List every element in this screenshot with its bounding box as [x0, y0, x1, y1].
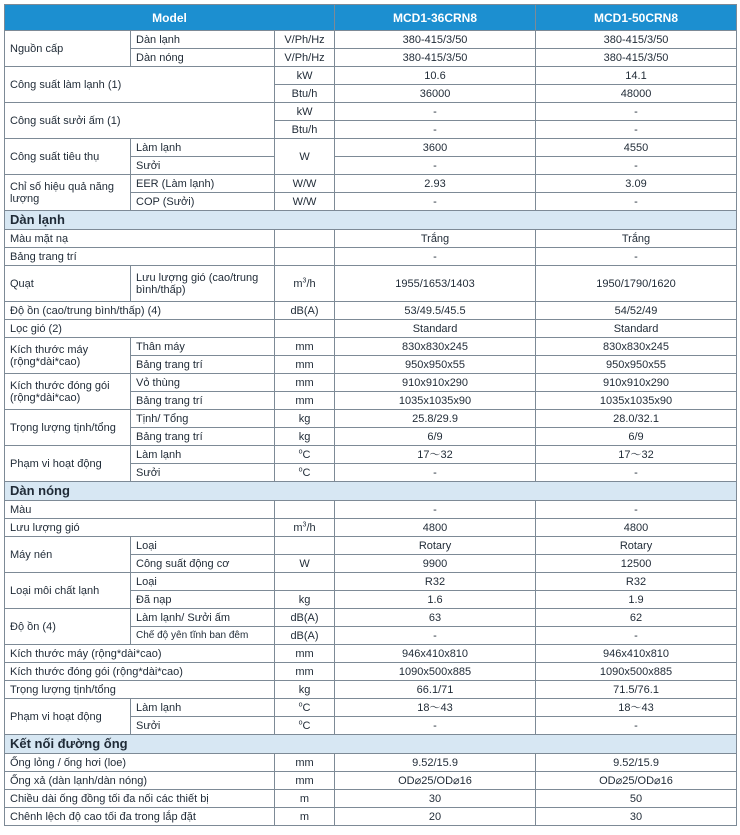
value-model-2: Rotary [536, 537, 737, 555]
row-sub: Sưởi [131, 717, 275, 735]
value-model-1: - [335, 121, 536, 139]
value-model-1: 10.6 [335, 67, 536, 85]
value-model-1: - [335, 248, 536, 266]
row-unit: Btu/h [275, 85, 335, 103]
unit-tail: C [302, 448, 311, 461]
row-label: Phạm vi hoạt động [5, 699, 131, 735]
row-unit [275, 464, 335, 482]
value-model-1: 30 [335, 790, 536, 808]
value-model-2: 1090x500x885 [536, 663, 737, 681]
row-sub: Tịnh/ Tổng [131, 410, 275, 428]
table-row [5, 808, 737, 826]
row-label: Nguồn cấp [5, 31, 131, 67]
row-unit [275, 699, 335, 717]
value-model-1: 380-415/3/50 [335, 49, 536, 67]
value-model-2: OD⌀25/OD⌀16 [536, 772, 737, 790]
row-sub: EER (Làm lạnh) [131, 175, 275, 193]
value-model-1: 1090x500x885 [335, 663, 536, 681]
value-model-2: 50 [536, 790, 737, 808]
header-model-2: MCD1-50CRN8 [536, 5, 737, 31]
value-model-1: - [335, 193, 536, 211]
spec-table [4, 4, 737, 826]
value-model-1: 53/49.5/45.5 [335, 302, 536, 320]
row-label: Công suất tiêu thụ [5, 139, 131, 175]
row-unit [275, 717, 335, 735]
table-row [5, 374, 737, 392]
value-model-1: 4800 [335, 519, 536, 537]
value-model-2: 950x950x55 [536, 356, 737, 374]
value-model-1: - [335, 103, 536, 121]
row-label: Công suất sưởi ấm (1) [5, 103, 275, 139]
row-unit: dB(A) [275, 627, 335, 645]
row-label: Ống lỏng / ống hơi (loe) [5, 754, 275, 772]
row-unit: mm [275, 663, 335, 681]
row-unit: W/W [275, 175, 335, 193]
row-label: Lọc gió (2) [5, 320, 275, 338]
value-model-1: 1035x1035x90 [335, 392, 536, 410]
row-unit: mm [275, 772, 335, 790]
value-model-2: - [536, 717, 737, 735]
table-row [5, 681, 737, 699]
value-model-2: - [536, 627, 737, 645]
value-model-1: 950x950x55 [335, 356, 536, 374]
table-row [5, 175, 737, 193]
row-sub: Bảng trang trí [131, 392, 275, 410]
row-label: Trọng lượng tịnh/tổng [5, 681, 275, 699]
value-model-1: - [335, 464, 536, 482]
unit-sup: o [298, 447, 303, 455]
value-model-2: 28.0/32.1 [536, 410, 737, 428]
value-model-2: 830x830x245 [536, 338, 737, 356]
row-unit: W [275, 139, 335, 175]
row-label: Phạm vi hoạt động [5, 446, 131, 482]
row-sub: Vỏ thùng [131, 374, 275, 392]
section-title-piping: Kết nối đường ống [5, 735, 737, 754]
row-label: Loại môi chất lạnh [5, 573, 131, 609]
value-model-1: 18～43 [335, 699, 536, 717]
table-row [5, 248, 737, 266]
value-model-2: 62 [536, 609, 737, 627]
table-row [5, 501, 737, 519]
row-label: Quạt [5, 266, 131, 302]
row-sub: Chế độ yên tĩnh ban đêm [131, 627, 275, 645]
section-row [5, 482, 737, 501]
row-unit: V/Ph/Hz [275, 31, 335, 49]
value-model-2: - [536, 103, 737, 121]
row-label: Màu mặt nạ [5, 230, 275, 248]
value-model-1: Trắng [335, 230, 536, 248]
value-model-2: 1950/1790/1620 [536, 266, 737, 302]
row-sub: Làm lạnh/ Sưởi ấm [131, 609, 275, 627]
value-model-1: Rotary [335, 537, 536, 555]
row-sub: Làm lạnh [131, 139, 275, 157]
row-label: Máy nén [5, 537, 131, 573]
value-model-2: 54/52/49 [536, 302, 737, 320]
value-model-2: 380-415/3/50 [536, 49, 737, 67]
table-row [5, 537, 737, 555]
row-unit: dB(A) [275, 302, 335, 320]
unit-base: m [293, 521, 303, 534]
row-unit: mm [275, 338, 335, 356]
row-sub: Thân máy [131, 338, 275, 356]
table-row [5, 230, 737, 248]
section-row [5, 211, 737, 230]
table-row [5, 645, 737, 663]
row-sub: Làm lạnh [131, 699, 275, 717]
row-unit: V/Ph/Hz [275, 49, 335, 67]
value-model-1: - [335, 157, 536, 175]
row-unit [275, 320, 335, 338]
row-unit: Btu/h [275, 121, 335, 139]
row-sub: Dàn nóng [131, 49, 275, 67]
unit-tail: /h [306, 521, 316, 534]
value-model-2: Standard [536, 320, 737, 338]
row-label: Ống xả (dàn lạnh/dàn nóng) [5, 772, 275, 790]
row-unit: dB(A) [275, 609, 335, 627]
row-unit: mm [275, 392, 335, 410]
table-row [5, 31, 737, 49]
row-sub: Loại [131, 573, 275, 591]
unit-tail: C [302, 466, 311, 479]
row-sub: Làm lạnh [131, 446, 275, 464]
row-label: Kích thước đóng gói (rộng*dài*cao) [5, 663, 275, 681]
value-model-2: Trắng [536, 230, 737, 248]
value-model-1: 66.1/71 [335, 681, 536, 699]
unit-sup: o [298, 465, 303, 473]
row-sub: COP (Sưởi) [131, 193, 275, 211]
table-row [5, 139, 737, 157]
row-unit [275, 248, 335, 266]
value-model-1: 36000 [335, 85, 536, 103]
value-model-1: 1.6 [335, 591, 536, 609]
table-row [5, 103, 737, 121]
row-unit: W/W [275, 193, 335, 211]
row-unit [275, 537, 335, 555]
row-unit: m [275, 790, 335, 808]
unit-sup: o [298, 718, 303, 726]
value-model-2: 17～32 [536, 446, 737, 464]
value-model-2: - [536, 193, 737, 211]
row-sub: Loại [131, 537, 275, 555]
value-model-1: - [335, 717, 536, 735]
value-model-2: - [536, 248, 737, 266]
row-unit [275, 573, 335, 591]
row-unit: kW [275, 103, 335, 121]
table-row [5, 573, 737, 591]
value-model-1: 6/9 [335, 428, 536, 446]
value-model-2: 946x410x810 [536, 645, 737, 663]
row-unit [275, 230, 335, 248]
value-model-2: 6/9 [536, 428, 737, 446]
value-model-1: R32 [335, 573, 536, 591]
value-model-2: 18～43 [536, 699, 737, 717]
value-model-2: 1.9 [536, 591, 737, 609]
table-row [5, 772, 737, 790]
value-model-2: 14.1 [536, 67, 737, 85]
value-model-1: OD⌀25/OD⌀16 [335, 772, 536, 790]
value-model-1: - [335, 501, 536, 519]
value-model-2: 9.52/15.9 [536, 754, 737, 772]
value-model-2: - [536, 464, 737, 482]
unit-sup: o [298, 700, 303, 708]
table-row [5, 609, 737, 627]
table-row [5, 663, 737, 681]
unit-base: m [293, 277, 303, 290]
value-model-2: 30 [536, 808, 737, 826]
row-label: Kích thước máy (rộng*dài*cao) [5, 338, 131, 374]
value-model-2: R32 [536, 573, 737, 591]
row-label: Chỉ số hiệu quả năng lượng [5, 175, 131, 211]
value-model-1: 17～32 [335, 446, 536, 464]
table-row [5, 754, 737, 772]
section-title-outdoor: Dàn nóng [5, 482, 737, 501]
row-sub: Đã nạp [131, 591, 275, 609]
row-unit: mm [275, 356, 335, 374]
table-row [5, 338, 737, 356]
row-label: Lưu lượng gió [5, 519, 275, 537]
value-model-2: 48000 [536, 85, 737, 103]
row-unit: kW [275, 67, 335, 85]
value-model-2: - [536, 501, 737, 519]
table-row [5, 410, 737, 428]
row-unit: mm [275, 645, 335, 663]
row-unit: m [275, 808, 335, 826]
value-model-2: - [536, 121, 737, 139]
row-unit: kg [275, 681, 335, 699]
row-sub: Bảng trang trí [131, 428, 275, 446]
row-unit [275, 501, 335, 519]
section-row [5, 735, 737, 754]
row-label: Kích thước đóng gói (rộng*dài*cao) [5, 374, 131, 410]
value-model-1: 380-415/3/50 [335, 31, 536, 49]
value-model-1: 25.8/29.9 [335, 410, 536, 428]
row-label: Độ ồn (4) [5, 609, 131, 645]
value-model-1: 9.52/15.9 [335, 754, 536, 772]
value-model-2: 910x910x290 [536, 374, 737, 392]
row-label: Chiều dài ống đồng tối đa nối các thiết bị [5, 790, 275, 808]
row-unit: mm [275, 374, 335, 392]
value-model-2: 4800 [536, 519, 737, 537]
row-label: Kích thước máy (rộng*dài*cao) [5, 645, 275, 663]
row-label: Công suất làm lạnh (1) [5, 67, 275, 103]
row-unit: mm [275, 754, 335, 772]
value-model-1: 910x910x290 [335, 374, 536, 392]
table-row [5, 320, 737, 338]
header-row [5, 5, 737, 31]
unit-tail: C [302, 701, 311, 714]
value-model-2: 3.09 [536, 175, 737, 193]
table-row [5, 67, 737, 85]
row-label: Bảng trang trí [5, 248, 275, 266]
row-unit [275, 446, 335, 464]
section-title-indoor: Dàn lạnh [5, 211, 737, 230]
value-model-2: 380-415/3/50 [536, 31, 737, 49]
value-model-1: 830x830x245 [335, 338, 536, 356]
row-sub: Sưởi [131, 464, 275, 482]
row-label: Độ ồn (cao/trung bình/thấp) (4) [5, 302, 275, 320]
header-model-1: MCD1-36CRN8 [335, 5, 536, 31]
row-label: Chênh lệch độ cao tối đa trong lắp đặt [5, 808, 275, 826]
table-row [5, 446, 737, 464]
row-sub: Bảng trang trí [131, 356, 275, 374]
row-sub: Công suất động cơ [131, 555, 275, 573]
value-model-2: 12500 [536, 555, 737, 573]
row-unit: kg [275, 591, 335, 609]
unit-sup: 3 [302, 276, 307, 284]
row-unit: kg [275, 410, 335, 428]
table-row [5, 266, 737, 302]
table-row [5, 699, 737, 717]
header-model: Model [5, 5, 335, 31]
row-sub: Dàn lạnh [131, 31, 275, 49]
row-label: Màu [5, 501, 275, 519]
value-model-1: 20 [335, 808, 536, 826]
value-model-1: 3600 [335, 139, 536, 157]
value-model-1: 9900 [335, 555, 536, 573]
row-sub: Lưu lượng gió (cao/trung bình/thấp) [131, 266, 275, 302]
value-model-1: 1955/1653/1403 [335, 266, 536, 302]
value-model-1: Standard [335, 320, 536, 338]
row-unit [275, 266, 335, 302]
row-label: Trọng lượng tịnh/tổng [5, 410, 131, 446]
row-unit: kg [275, 428, 335, 446]
value-model-1: 63 [335, 609, 536, 627]
table-row [5, 302, 737, 320]
value-model-2: 1035x1035x90 [536, 392, 737, 410]
value-model-1: 2.93 [335, 175, 536, 193]
row-unit [275, 519, 335, 537]
row-sub: Sưởi [131, 157, 275, 175]
table-row [5, 790, 737, 808]
value-model-2: 4550 [536, 139, 737, 157]
unit-tail: C [302, 719, 311, 732]
row-unit: W [275, 555, 335, 573]
value-model-1: 946x410x810 [335, 645, 536, 663]
value-model-2: 71.5/76.1 [536, 681, 737, 699]
value-model-2: - [536, 157, 737, 175]
unit-sup: 3 [302, 520, 307, 528]
unit-tail: /h [306, 277, 316, 290]
table-row [5, 519, 737, 537]
value-model-1: - [335, 627, 536, 645]
